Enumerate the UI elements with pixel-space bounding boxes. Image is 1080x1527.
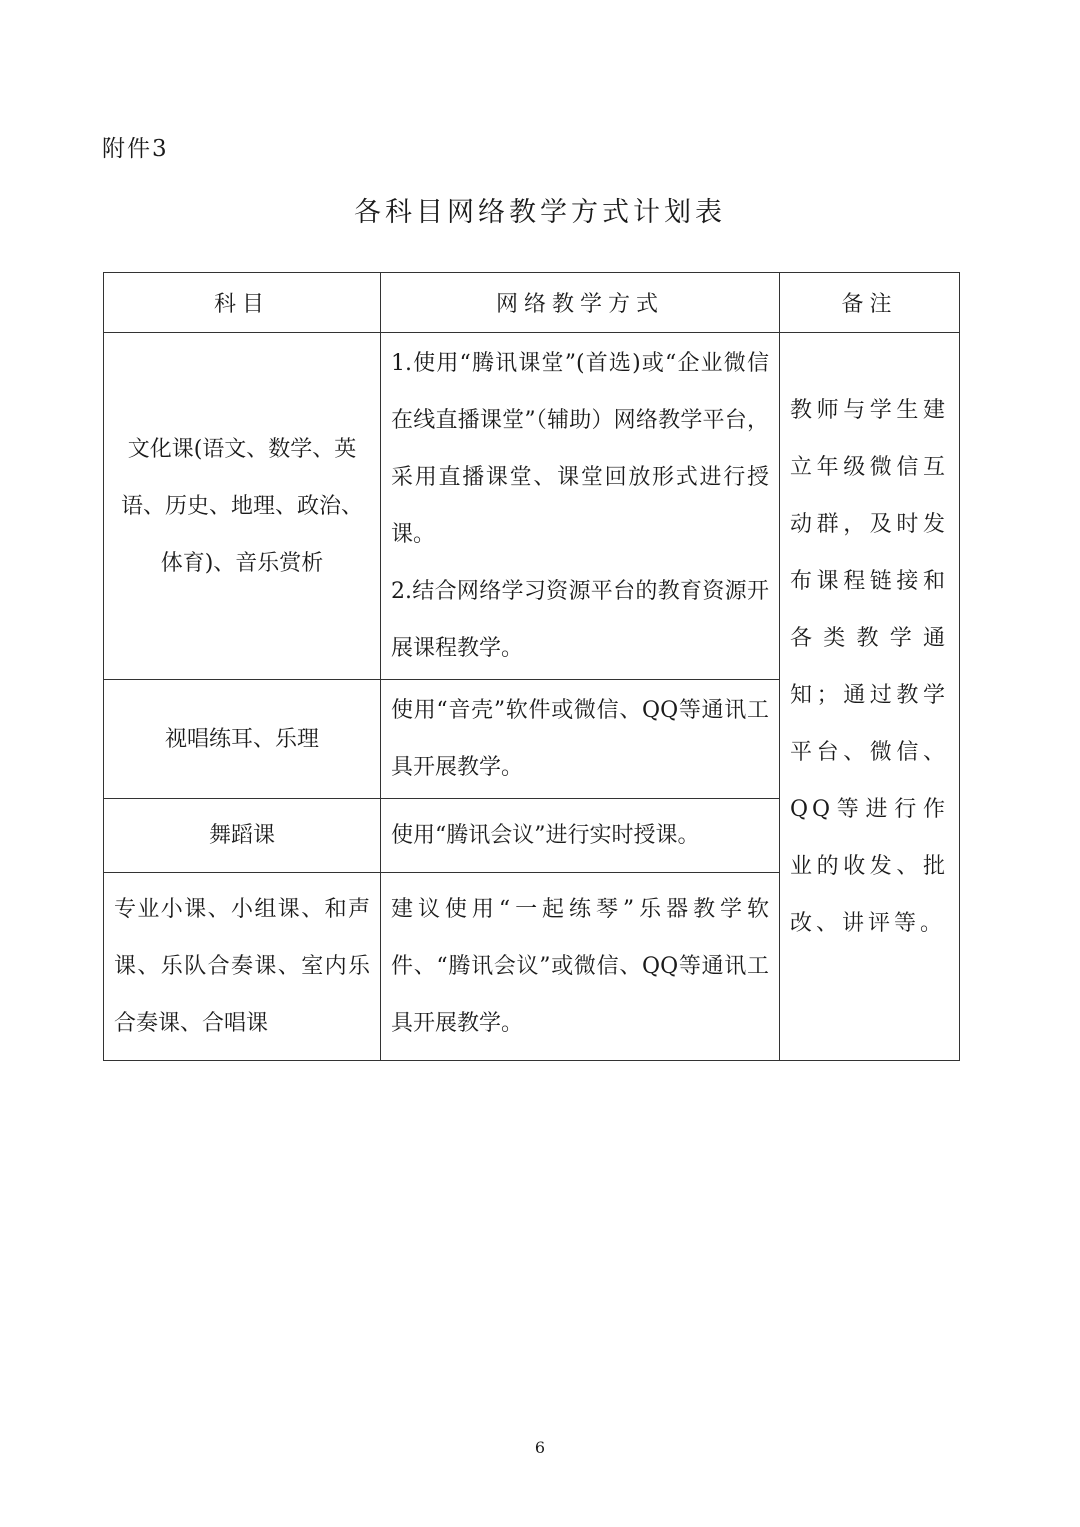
header-method: 网络教学方式 [381,273,780,333]
method-cell [381,873,780,1061]
page-number: 6 [534,1438,546,1457]
document-title: 各科目网络教学方式计划表 [354,197,726,228]
note-cell: 教师与学生建立年级微信互动群，及时发布课程链接和各类教学通知；通过教学平台、微信、QQ等进行作业的收发、批改、讲评等。 [780,333,960,1061]
method-item: 2.结合网络学习资源平台的教育资源开展课程教学。 [391,579,769,661]
subject-cell: 专业小课、小组课、和声课、乐队合奏课、室内乐合奏课、合唱课 [104,873,381,1061]
method-item: 使用“音壳”软件或微信、QQ等通讯工具开展教学。 [391,698,769,780]
header-subject: 科目 [104,273,381,333]
teaching-plan-table [103,272,960,1061]
table-header-row [104,273,960,333]
subject-cell: 舞蹈课 [104,799,381,873]
attachment-label: 附件3 [102,136,169,162]
subject-cell: 文化课(语文、数学、英语、历史、地理、政治、体育)、音乐赏析 [104,333,381,680]
method-item: 1.使用“腾讯课堂”(首选)或“企业微信在线直播课堂”（辅助）网络教学平台，采用直播课堂、课堂回放形式进行授课。 [391,351,769,547]
subject-cell: 视唱练耳、乐理 [104,680,381,799]
table-row [104,333,960,680]
header-note: 备注 [780,273,960,333]
method-item: 建议使用“一起练琴”乐器教学软件、“腾讯会议”或微信、QQ等通讯工具开展教学。 [391,897,769,1036]
method-item: 使用“腾讯会议”进行实时授课。 [391,823,700,848]
method-cell [381,333,780,680]
method-cell [381,799,780,873]
method-cell [381,680,780,799]
